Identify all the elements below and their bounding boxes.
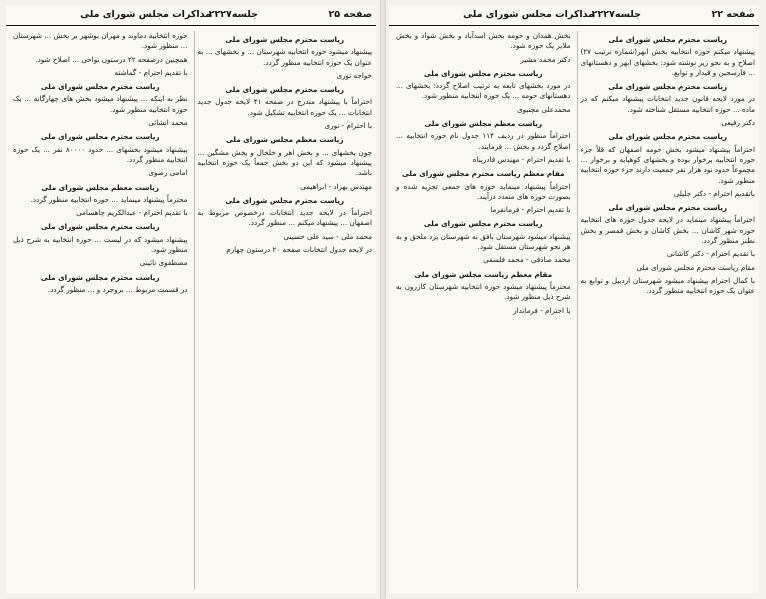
section-heading: ریاست محترم مجلس شورای ملی — [608, 35, 728, 44]
column — [194, 31, 373, 589]
paragraph: احتراماً منظور در ردیف ۱۱۴ جدول نام حوزه انتخابیه ... اصلاح گردد و بخش ... فرمایند. — [396, 131, 571, 151]
paragraph: پیشنهاد میشود که در لیست ... حوزه انتخابیه به شرح ذیل منظور شود. — [13, 234, 188, 255]
paragraph: محمدعلی مجتبوی — [516, 104, 571, 114]
session-number: جلسه۲۲۲۷ — [208, 9, 258, 20]
paragraph: مقام ریاست محترم مجلس شورای ملی — [636, 262, 755, 272]
paragraph: در مورد بخشهای تابعه به ترتیب اصلاح گردد: بخشهای ... دهستانهای حومه ... یک حوزه انتخابیه منظور شود. — [396, 81, 571, 101]
section-heading: ریاست محترم مجلس شورای ملی — [423, 219, 543, 229]
paragraph: خواجه نوری — [336, 70, 372, 80]
section-heading: ریاست محترم مجلس شورای ملی — [608, 82, 728, 92]
section-heading: مقام معظم ریاست مجلس شورای ملی — [414, 269, 553, 279]
page-title: مذاکرات مجلس شورای ملی — [80, 9, 211, 20]
paragraph: با تقدیم احترام - دکتر کاشانی — [667, 249, 755, 259]
section-heading: ریاست معظم مجلس شورای ملی — [225, 135, 344, 145]
paragraph: امامی رضوی — [148, 168, 188, 178]
section-heading: ریاست محترم مجلس شورای ملی — [40, 132, 160, 142]
paragraph: با احترام - نوری — [324, 121, 372, 131]
column — [10, 31, 188, 589]
paragraph: بخش همدان و حومه بخش اسدآباد و بخش شواد و بخش ملایر یک حوزه شود. — [396, 31, 571, 51]
section-heading: ریاست محترم مجلس شورای ملی — [225, 85, 345, 95]
paragraph: با تقدیم احترام - فرمانفرما — [490, 205, 571, 215]
paragraph: پیشنهاد میکنم حوزه انتخابیه بخش ابهر(شماره ترتیب ۲۷) اصلاح و به نحو زیر نوشته شود: بخشهای ابهر و دهستانهای ... فارسجین و قیدار و توابع. — [580, 47, 755, 77]
paragraph: باتقدیم احترام - دکتر جلیلی — [673, 188, 755, 198]
paragraph: پیشنهاد میشود بخشهای ... حدود ۸۰۰۰۰ نفر ... یک حوزه انتخابیه منظور گردد. — [13, 144, 188, 164]
page-number: صفحه ۲۲ — [711, 9, 755, 20]
paragraph: با احترام - فرماندار — [513, 305, 571, 315]
paragraph: حوزه انتخابیه دماوند و مهران بوشهر بر بخش ... شهرستان ... منظور شود. — [13, 31, 188, 51]
paragraph: احتراماً پیشنهاد مینماید در لایحه جدول حوزه های انتخابیه حوزه شهر کاشان ... بخش کاشان و بخش قمصر و بخش نطنز منظور گردد. — [580, 215, 755, 246]
paragraph: نظر به اینکه ... پیشنهاد میشود بخش های چهارگانه ... یک حوزه انتخابیه منظور شود. — [13, 94, 188, 114]
paragraph: چون بخشهای ... و بخش اهر و خلخال و بخش مشگین ... پیشنهاد میشود که این دو بخش جمعاً یک حوزه انتخابیه باشد. — [197, 147, 372, 178]
paragraph: احتراماً پیشنهاد میشود بخش حومه اصفهان که قلاً جزء حوزه انتخابیه برخوار بوده و بخشهای کوهپایه و برخوار ... مجموعاً حدود نود هزار نفر جمعیت دارند جزء حوزه انتخابیه منظور شود. — [580, 144, 755, 185]
column — [577, 31, 756, 589]
paragraph: محترماً پیشنهاد مینماید ... حوزه انتخابیه منظور گردد. — [30, 194, 188, 204]
paragraph: پیشنهاد میشود شهرستان بافق به شهرستان یزد ملحق و به هر نحو شهرستان مستقل شود. — [396, 231, 571, 252]
paragraph: محمد ملی - سید علی حسینی — [283, 231, 372, 241]
section-heading: ریاست محترم مجلس شورای ملی — [40, 82, 160, 92]
paragraph: مهندس بهزاد - ابراهیمی — [300, 181, 372, 191]
page-left — [6, 6, 376, 593]
paragraph: در قسمت مربوط ... بروجرد و ... منظور گردد. — [47, 284, 188, 294]
paragraph: با تقدیم احترام - مهندس قادرپناه — [472, 154, 571, 164]
column — [393, 31, 571, 589]
paragraph: احتراماً با پیشنهاد مندرج در صفحه ۴۱ لایحه جدول جدید انتخابات ... یک حوزه انتخابیه تشکیل شود. — [197, 97, 372, 117]
paragraph: همچنین درصفحه ۲۲ درستون نواحی ... اصلاح شود. — [35, 54, 188, 64]
paragraph: محمد صادقی - محمد فلسفی — [483, 255, 571, 265]
section-heading: مقام معظم ریاست محترم مجلس شورای ملی — [402, 169, 565, 179]
page-header — [6, 6, 376, 26]
text-columns — [393, 31, 755, 589]
paragraph: در لایحه جدول انتخابات صفحه ۲۰ درستون چهارم — [226, 245, 372, 255]
page-right — [389, 6, 759, 593]
section-heading: ریاست محترم مجلس شورای ملی — [40, 222, 160, 232]
paragraph: محمد انشائی — [148, 118, 188, 128]
paragraph: با تقدیم احترام - عبدالکریم چاهسامی — [76, 208, 188, 218]
section-heading: ریاست محترم مجلس شورای ملی — [423, 68, 543, 78]
section-heading: ریاست محترم مجلس شورای ملی — [608, 132, 728, 142]
paragraph: پیشنهاد میشود حوزه انتخابیه شهرستان ... و بخشهای ... به عنوان یک حوزه انتخابیه منظور گردد. — [197, 47, 372, 67]
paragraph: در مورد لایحه قانون جدید انتخابات پیشنهاد میکنم که در ماده ... حوزه انتخابیه مستقل شناخته شود. — [580, 94, 755, 114]
paragraph: با کمال احترام پیشنهاد میشود شهرستان اردبیل و توابع به عنوان یک حوزه انتخابیه منظور گردد. — [580, 275, 755, 296]
section-heading: ریاست محترم مجلس شورای ملی — [225, 195, 345, 205]
page-number: صفحه ۲۵ — [328, 9, 372, 20]
page-gutter — [380, 0, 386, 599]
section-heading: ریاست محترم مجلس شورای ملی — [608, 203, 728, 213]
section-heading: ریاست معظم مجلس شورای ملی — [424, 119, 542, 129]
section-heading: ریاست محترم مجلس شورای ملی — [40, 272, 160, 282]
section-heading: ریاست معظم مجلس شورای ملی — [41, 182, 159, 192]
paragraph: احتراماً پیشنهاد مینماید حوزه های جمعی تجزیه شده و بصورت حوزه های متعدد درآیند. — [396, 181, 571, 201]
page-header — [389, 6, 759, 26]
paragraph: با تقدیم احترام - گماشته — [114, 67, 188, 77]
page-title: مذاکرات مجلس شورای ملی — [463, 9, 594, 20]
session-number: جلسه۲۲۲۷ — [591, 9, 641, 20]
paragraph: مصطفوی نائینی — [139, 258, 188, 268]
paragraph: دکتر رفیعی — [721, 118, 755, 128]
paragraph: احتراماً در لایحه جدید انتخابات درخصوص مربوط به اصفهان ... پیشنهاد میکنم ... منظور گردد. — [197, 208, 372, 228]
text-columns — [10, 31, 372, 589]
section-heading: ریاست محترم مجلس شورای ملی — [225, 35, 345, 44]
paragraph: دکتر محمد مشیر — [520, 54, 571, 64]
paragraph: محترماً پیشنهاد میشود حوزه انتخابیه شهرستان کازرون به شرح ذیل منظور شود. — [396, 281, 571, 302]
